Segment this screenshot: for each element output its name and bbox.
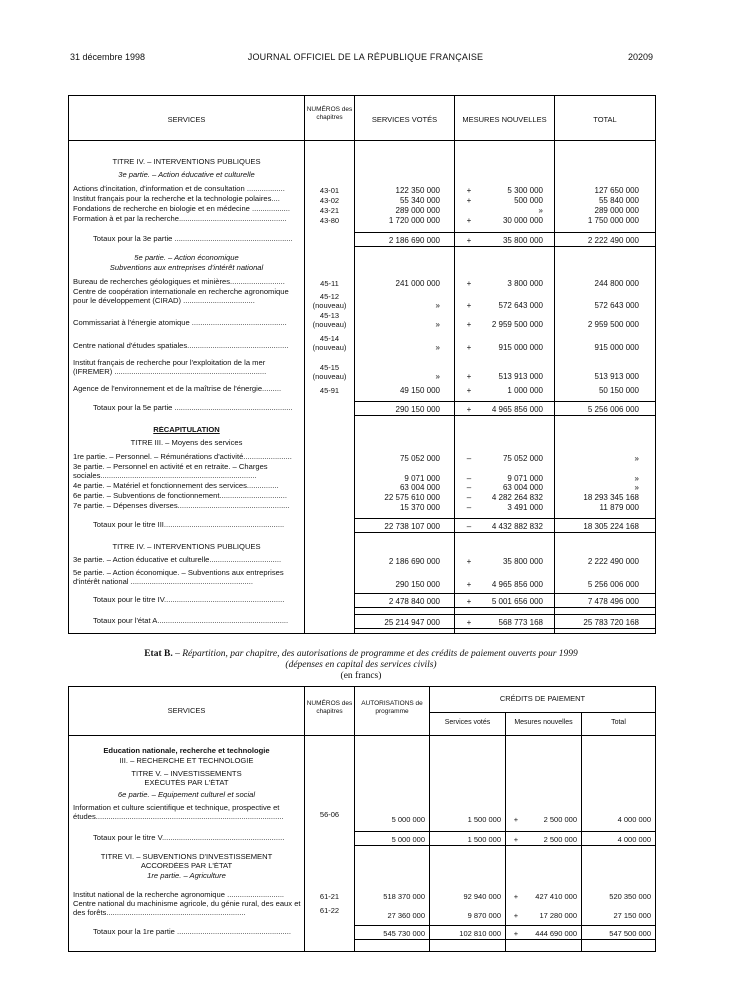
row-label: RÉCAPITULATION	[153, 426, 220, 434]
caption-line3: (en francs)	[340, 671, 382, 681]
value-services-votes: 25 214 947 000	[384, 618, 440, 627]
sign: +	[466, 320, 472, 329]
sign: +	[466, 372, 472, 381]
col-divider	[354, 96, 355, 633]
value-services-votes: 1 500 000	[467, 815, 501, 824]
chapter-number: 45-15 (nouveau)	[312, 363, 347, 381]
value-services-votes: 289 000 000	[395, 206, 440, 215]
header-page-number: 20209	[627, 52, 653, 62]
value-services-votes: 2 478 840 000	[388, 597, 440, 606]
col-divider	[554, 96, 555, 633]
value-services-votes: 290 150 000	[395, 405, 440, 414]
row-label: ACCORDÉES PAR L'ÉTAT	[140, 862, 233, 870]
sign: +	[466, 279, 472, 288]
row-label: Fondations de recherche en biologie et en médecine ..................	[73, 205, 290, 213]
col-header-autorisations: AUTORISATIONS de programme	[361, 700, 423, 715]
value-autorisations: 545 730 000	[383, 929, 425, 938]
col-header-numeros: NUMÉROS des chapitres	[306, 106, 353, 121]
value-mesures-nouvelles: 444 690 000	[535, 929, 577, 938]
row-label: 1re partie. – Agriculture	[147, 872, 226, 880]
value-total: 7 478 496 000	[587, 597, 639, 606]
value-services-votes: 1 720 000 000	[388, 216, 440, 225]
value-services-votes: 9 870 000	[467, 911, 501, 920]
value-mesures-nouvelles: 4 432 882 832	[491, 522, 543, 531]
total-rule-top	[355, 831, 655, 832]
total-rule-bottom	[355, 939, 655, 940]
sign: +	[513, 929, 519, 938]
value-total: 2 222 490 000	[587, 236, 639, 245]
row-label: TITRE V. – INVESTISSEMENTS	[131, 770, 242, 778]
value-mesures-nouvelles: 500 000	[514, 196, 543, 205]
value-total: 2 959 500 000	[587, 320, 639, 329]
row-label: Totaux pour le titre IV.........................................................	[93, 596, 285, 604]
col-header-services-votes: Services votés	[444, 719, 491, 726]
value-total: 127 650 000	[594, 186, 639, 195]
value-services-votes: 92 940 000	[463, 892, 501, 901]
sign: +	[466, 196, 472, 205]
sign: –	[466, 522, 472, 531]
value-total: 915 000 000	[594, 343, 639, 352]
sign: +	[466, 618, 472, 627]
value-total: 50 150 000	[598, 386, 639, 395]
value-total: 289 000 000	[594, 206, 639, 215]
sign: +	[513, 815, 519, 824]
value-mesures-nouvelles: 30 000 000	[502, 216, 543, 225]
row-label: 3e partie. – Personnel en activité et en retraite. – Charges sociales..........................................................................	[73, 463, 268, 480]
value-total: 513 913 000	[594, 372, 639, 381]
row-label: TITRE VI. – SUBVENTIONS D'INVESTISSEMENT	[100, 853, 273, 861]
value-autorisations: 5 000 000	[391, 835, 425, 844]
chapter-number: 45-13 (nouveau)	[312, 311, 347, 329]
total-rule-bottom	[355, 628, 655, 629]
value-total: 5 256 006 000	[587, 405, 639, 414]
row-label: 7e partie. – Dépenses diverses.....................................................	[73, 502, 290, 510]
value-mesures-nouvelles: 3 491 000	[507, 503, 543, 512]
value-services-votes: »	[435, 372, 440, 381]
value-services-votes: 241 000 000	[395, 279, 440, 288]
value-services-votes: 122 350 000	[395, 186, 440, 195]
table-etat-b	[68, 686, 656, 952]
value-services-votes: 22 738 107 000	[384, 522, 440, 531]
row-label: Institut français pour la recherche et la technologie polaires....	[73, 195, 280, 203]
value-total: 18 305 224 168	[583, 522, 639, 531]
total-rule-bottom	[355, 607, 655, 608]
value-mesures-nouvelles: 17 280 000	[539, 911, 577, 920]
value-mesures-nouvelles: 5 001 656 000	[491, 597, 543, 606]
value-mesures-nouvelles: 35 800 000	[502, 236, 543, 245]
chapter-number: 43-02	[319, 196, 340, 205]
row-label: 6e partie. – Subventions de fonctionnement................................	[73, 492, 288, 500]
value-total: »	[634, 474, 639, 483]
total-rule-top	[355, 614, 655, 615]
row-label: Subventions aux entreprises d'intérêt national	[109, 264, 264, 272]
sign: +	[466, 405, 472, 414]
value-total: 27 150 000	[613, 911, 651, 920]
row-label: Totaux pour le titre V..........................................................	[93, 834, 285, 842]
value-services-votes: »	[435, 343, 440, 352]
total-rule-top	[355, 401, 655, 402]
row-label: Education nationale, recherche et technologie	[103, 747, 270, 755]
row-label: Formation à et par la recherche...................................................	[73, 215, 287, 223]
chapter-number: 56-06	[319, 810, 340, 819]
value-services-votes: 2 186 690 000	[388, 557, 440, 566]
value-total: 520 350 000	[609, 892, 651, 901]
value-services-votes: »	[435, 301, 440, 310]
value-autorisations: 27 360 000	[387, 911, 425, 920]
value-services-votes: »	[435, 320, 440, 329]
value-services-votes: 22 575 610 000	[384, 493, 440, 502]
value-total: »	[634, 483, 639, 492]
col-header-services: SERVICES	[167, 115, 206, 124]
row-label: Institut français de recherche pour l'exploitation de la mer (IFREMER) ........................................................................	[73, 359, 267, 376]
value-mesures-nouvelles: 2 959 500 000	[491, 320, 543, 329]
sign: –	[466, 483, 472, 492]
value-mesures-nouvelles: 4 282 264 832	[491, 493, 543, 502]
etat-b-caption	[68, 649, 654, 660]
value-autorisations: 518 370 000	[383, 892, 425, 901]
chapter-number: 45-91	[319, 386, 340, 395]
value-mesures-nouvelles: 5 300 000	[507, 186, 543, 195]
chapter-number: 43-01	[319, 186, 340, 195]
row-label: 3e partie. – Action éducative et culturelle..................................	[73, 556, 282, 564]
total-rule-bottom	[355, 246, 655, 247]
value-mesures-nouvelles: 9 071 000	[507, 474, 543, 483]
value-mesures-nouvelles: 915 000 000	[498, 343, 543, 352]
sign: +	[513, 892, 519, 901]
value-autorisations: 5 000 000	[391, 815, 425, 824]
value-mesures-nouvelles: 4 965 856 000	[491, 405, 543, 414]
value-total: 18 293 345 168	[583, 493, 639, 502]
value-mesures-nouvelles: 75 052 000	[502, 454, 543, 463]
value-total: 1 750 000 000	[587, 216, 639, 225]
row-label: 6e partie. – Equipement culturel et social	[117, 791, 256, 799]
total-rule-bottom	[355, 845, 655, 846]
row-label: 3e partie. – Action éducative et culturelle	[118, 171, 255, 179]
total-rule-top	[355, 518, 655, 519]
value-total: 25 783 720 168	[583, 618, 639, 627]
col-header-total: Total	[611, 719, 626, 726]
value-mesures-nouvelles: 35 800 000	[502, 557, 543, 566]
value-services-votes: 2 186 690 000	[388, 236, 440, 245]
sign: +	[466, 186, 472, 195]
sign: +	[513, 835, 519, 844]
row-label: III. – RECHERCHE ET TECHNOLOGIE	[119, 757, 254, 765]
row-label: Bureau de recherches géologiques et minières..........................	[73, 278, 285, 286]
value-total: 2 222 490 000	[587, 557, 639, 566]
row-label: Centre de coopération internationale en recherche agronomique pour le développement (CIRAD) ..................................	[73, 288, 289, 305]
value-mesures-nouvelles: 427 410 000	[535, 892, 577, 901]
value-services-votes: 102 810 000	[459, 929, 501, 938]
col-header-services-votes: SERVICES VOTÉS	[371, 115, 438, 124]
caption-text: – Répartition, par chapitre, des autorisations de programme et des crédits de paiement ouverts pour 1999	[175, 649, 578, 659]
row-label: Agence de l'environnement et de la maîtrise de l'énergie.........	[73, 385, 282, 393]
col-header-mesures-nouvelles: Mesures nouvelles	[514, 719, 573, 726]
value-services-votes: 55 340 000	[399, 196, 440, 205]
chapter-number: 45-12 (nouveau)	[312, 292, 347, 310]
row-label: EXÉCUTÉS PAR L'ÉTAT	[144, 779, 229, 787]
col-header-numeros: NUMÉROS des chapitres	[306, 700, 353, 715]
value-mesures-nouvelles: 2 500 000	[543, 815, 577, 824]
value-total: 11 879 000	[599, 503, 639, 512]
row-label: 5e partie. – Action économique	[134, 254, 239, 262]
row-label: Centre national du machinisme agricole, du génie rural, des eaux et des forêts..................................................................	[73, 900, 301, 917]
row-label: 4e partie. – Matériel et fonctionnement des services...............	[73, 482, 279, 490]
row-label: Institut national de la recherche agronomique ...........................	[73, 891, 285, 899]
chapter-number: 43-21	[319, 206, 340, 215]
total-rule-bottom	[355, 415, 655, 416]
header-journal-title: JOURNAL OFFICIEL DE LA RÉPUBLIQUE FRANÇAISE	[247, 52, 484, 62]
value-services-votes: 75 052 000	[399, 454, 440, 463]
sign: +	[466, 236, 472, 245]
value-total: 572 643 000	[594, 301, 639, 310]
sign: +	[466, 301, 472, 310]
total-rule-top	[355, 593, 655, 594]
total-rule-top	[355, 925, 655, 926]
chapter-number: 61-22	[319, 906, 340, 915]
total-rule-bottom	[355, 532, 655, 533]
value-mesures-nouvelles: 572 643 000	[498, 301, 543, 310]
page-header	[0, 52, 731, 66]
row-label: Totaux pour la 3e partie ........................................................	[93, 235, 293, 243]
value-services-votes: 290 150 000	[395, 580, 440, 589]
value-services-votes: 49 150 000	[399, 386, 440, 395]
row-label: Information et culture scientifique et technique, prospective et études.........................................................................................	[73, 804, 284, 821]
value-total: 244 800 000	[594, 279, 639, 288]
value-mesures-nouvelles: 568 773 168	[498, 618, 543, 627]
col-header-credits: CRÉDITS DE PAIEMENT	[499, 694, 586, 703]
value-total: »	[634, 454, 639, 463]
value-mesures-nouvelles: »	[538, 206, 543, 215]
row-label: Totaux pour la 5e partie ........................................................	[93, 404, 293, 412]
chapter-number: 43-80	[319, 216, 340, 225]
row-label: Totaux pour l'état A..............................................................	[93, 617, 289, 625]
sign: +	[466, 216, 472, 225]
sign: +	[466, 597, 472, 606]
caption-line2: (dépenses en capital des services civils)	[285, 660, 437, 670]
value-total: 4 000 000	[617, 815, 651, 824]
value-mesures-nouvelles: 4 965 856 000	[491, 580, 543, 589]
chapter-number: 61-21	[319, 892, 340, 901]
sign: –	[466, 493, 472, 502]
col-header-total: TOTAL	[593, 115, 617, 124]
value-total: 55 840 000	[598, 196, 639, 205]
chapter-number: 45-14 (nouveau)	[312, 334, 347, 352]
subheader-divider	[430, 712, 655, 713]
sign: –	[466, 503, 472, 512]
sign: +	[466, 343, 472, 352]
value-total: 547 500 000	[609, 929, 651, 938]
row-label: TITRE IV. – INTERVENTIONS PUBLIQUES	[112, 158, 261, 166]
sign: –	[466, 474, 472, 483]
value-mesures-nouvelles: 63 004 000	[502, 483, 543, 492]
row-label: Commissariat à l'énergie atomique .............................................	[73, 319, 287, 327]
row-label: Totaux pour la 1re partie ......................................................	[93, 928, 291, 936]
row-label: 1re partie. – Personnel. – Rémunérations d'activité.......................	[73, 453, 292, 461]
sign: +	[513, 911, 519, 920]
value-services-votes: 1 500 000	[467, 835, 501, 844]
header-date: 31 décembre 1998	[70, 52, 146, 62]
value-mesures-nouvelles: 1 000 000	[507, 386, 543, 395]
value-services-votes: 63 004 000	[399, 483, 440, 492]
value-services-votes: 15 370 000	[399, 503, 440, 512]
row-label: Centre national d'études spatiales................................................	[73, 342, 289, 350]
header-divider	[69, 735, 655, 736]
value-total: 5 256 006 000	[587, 580, 639, 589]
row-label: TITRE IV. – INTERVENTIONS PUBLIQUES	[112, 543, 261, 551]
header-divider	[69, 140, 655, 141]
chapter-number: 45-11	[320, 279, 339, 288]
sign: +	[466, 580, 472, 589]
caption-label: Etat B.	[144, 649, 173, 659]
sign: +	[466, 386, 472, 395]
value-mesures-nouvelles: 513 913 000	[498, 372, 543, 381]
value-mesures-nouvelles: 2 500 000	[543, 835, 577, 844]
row-label: Actions d'incitation, d'information et de consultation ..................	[73, 185, 285, 193]
value-total: 4 000 000	[617, 835, 651, 844]
sign: +	[466, 557, 472, 566]
row-label: Totaux pour le titre III.........................................................	[93, 521, 285, 529]
value-mesures-nouvelles: 3 800 000	[507, 279, 543, 288]
table-etat-a	[68, 95, 656, 634]
sign: –	[466, 454, 472, 463]
col-header-services: SERVICES	[167, 706, 206, 715]
col-divider	[454, 96, 455, 633]
col-header-mesures-nouvelles: MESURES NOUVELLES	[462, 115, 547, 124]
row-label: 5e partie. – Action économique. – Subventions aux entreprises d'intérêt national ..........................................................	[73, 569, 284, 586]
value-services-votes: 9 071 000	[404, 474, 440, 483]
total-rule-top	[355, 232, 655, 233]
row-label: TITRE III. – Moyens des services	[130, 439, 243, 447]
